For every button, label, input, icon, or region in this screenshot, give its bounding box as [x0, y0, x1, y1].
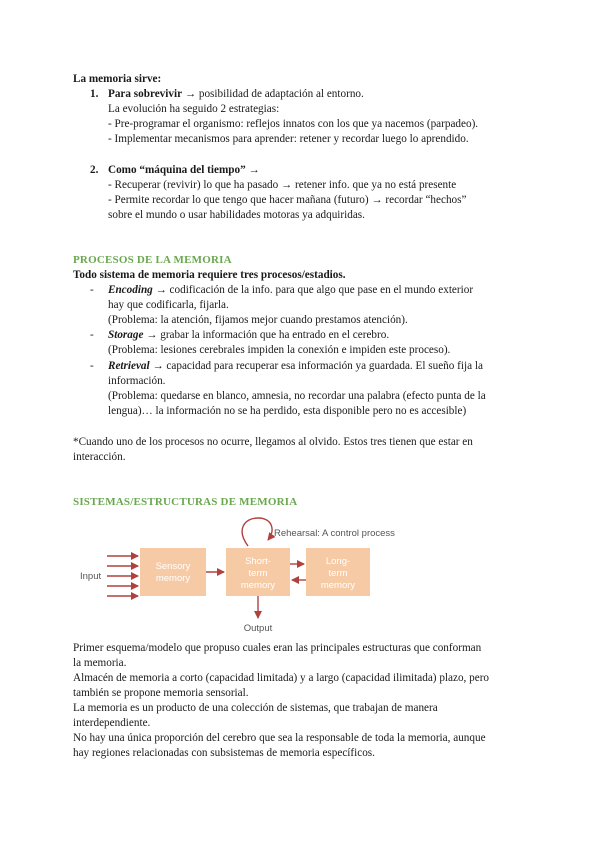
list-item-1-rest: → posibilidad de adaptación al entorno.: [182, 88, 364, 100]
short-label-2: term: [248, 568, 268, 579]
list-number-2: 2.: [90, 164, 99, 176]
short-label-1: Short-: [245, 556, 271, 567]
procesos-subtitle: Todo sistema de memoria requiere tres procesos/estadios.: [73, 269, 346, 281]
section-title-sistemas: SISTEMAS/ESTRUCTURAS DE MEMORIA: [73, 496, 298, 508]
note-line2: interacción.: [73, 451, 126, 463]
list-item-1-line2: La evolución ha seguido 2 estrategias:: [108, 103, 280, 115]
encoding-rest: → codificación de la info. para que algo que pase en el mundo exterior: [152, 284, 474, 296]
list-item-1-bold: Para sobrevivir: [108, 88, 183, 100]
note-line1: *Cuando uno de los procesos no ocurre, llegamos al olvido. Estos tres tienen que estar en: [73, 436, 473, 448]
retrieval-line3: (Problema: quedarse en blanco, amnesia, no recordar una palabra (efecto punta de la: [108, 390, 486, 402]
bullet-dash: -: [90, 284, 94, 296]
list-item-1: [108, 87, 364, 101]
encoding-line2: hay que codificarla, fijarla.: [108, 299, 229, 311]
rehearsal-label: Rehearsal: A control process: [274, 528, 395, 539]
storage-line2: (Problema: lesiones cerebrales impiden la conexión e impiden este proceso).: [108, 344, 451, 356]
retrieval-line2: información.: [108, 375, 166, 387]
list-item-2-line4: sobre el mundo o usar habilidades motoras ya adquiridas.: [108, 209, 365, 221]
sistemas-p2: la memoria.: [73, 657, 127, 669]
list-item-1-line4: - Implementar mecanismos para aprender: retener y recordar luego lo aprendido.: [108, 133, 469, 145]
list-item-2-line2: - Recuperar (revivir) lo que ha pasado → retener info. que ya no está presente: [108, 179, 457, 191]
list-item-2-line3: - Permite recordar lo que tengo que hacer mañana (futuro) → recordar “hechos”: [108, 194, 467, 206]
retrieval-line: [108, 359, 483, 373]
output-label: Output: [243, 623, 273, 634]
bullet-dash: -: [90, 329, 94, 341]
encoding-term: Encoding: [108, 284, 153, 296]
storage-term: Storage: [108, 329, 144, 341]
sistemas-p8: hay regiones relacionadas con subsistemas de memoria específicos.: [73, 747, 375, 759]
retrieval-line4: lengua)… la información no se ha perdido, esta disponible pero no es accesible): [108, 405, 467, 417]
long-label-2: term: [328, 568, 348, 579]
long-label-1: Long-: [325, 556, 351, 567]
retrieval-rest: → capacidad para recuperar esa información ya guardada. El sueño fija la: [149, 360, 483, 372]
rehearsal-loop-arrow: [242, 518, 272, 546]
sensory-memory-box: [140, 548, 206, 596]
sistemas-p6: interdependiente.: [73, 717, 151, 729]
list-number-1: 1.: [90, 88, 99, 100]
input-label: Input: [80, 571, 102, 582]
list-item-2-rest: →: [245, 164, 260, 176]
sistemas-p5: La memoria es un producto de una colección de sistemas, que trabajan de manera: [73, 702, 438, 714]
short-label-3: memory: [240, 580, 276, 591]
sistemas-p4: también se propone memoria sensorial.: [73, 687, 249, 699]
memory-model-diagram: [76, 512, 416, 637]
encoding-line: [108, 283, 473, 297]
bullet-dash: -: [90, 360, 94, 372]
long-label-3: memory: [320, 580, 356, 591]
sensory-label-2: memory: [155, 573, 191, 584]
retrieval-term: Retrieval: [108, 360, 150, 372]
sensory-label-1: Sensory: [155, 561, 191, 572]
list-item-1-line3: - Pre-programar el organismo: reflejos innatos con los que ya nacemos (parpadeo).: [108, 118, 479, 130]
sistemas-p1: Primer esquema/modelo que propuso cuales eran las principales estructuras que conforman: [73, 642, 482, 654]
storage-line: [108, 328, 389, 342]
encoding-line3: (Problema: la atención, fijamos mejor cuando prestamos atención).: [108, 314, 408, 326]
section-title-procesos: PROCESOS DE LA MEMORIA: [73, 254, 232, 266]
section-heading-memoria-sirve: La memoria sirve:: [73, 73, 162, 85]
storage-rest: → grabar la información que ha entrado en el cerebro.: [143, 329, 390, 341]
list-item-2: [108, 163, 260, 177]
sistemas-p3: Almacén de memoria a corto (capacidad limitada) y a largo (capacidad ilimitada) plazo, pero: [73, 672, 490, 684]
list-item-2-bold: Como “máquina del tiempo”: [108, 164, 246, 176]
sistemas-p7: No hay una única proporción del cerebro que sea la responsable de toda la memoria, aunque: [73, 732, 486, 744]
